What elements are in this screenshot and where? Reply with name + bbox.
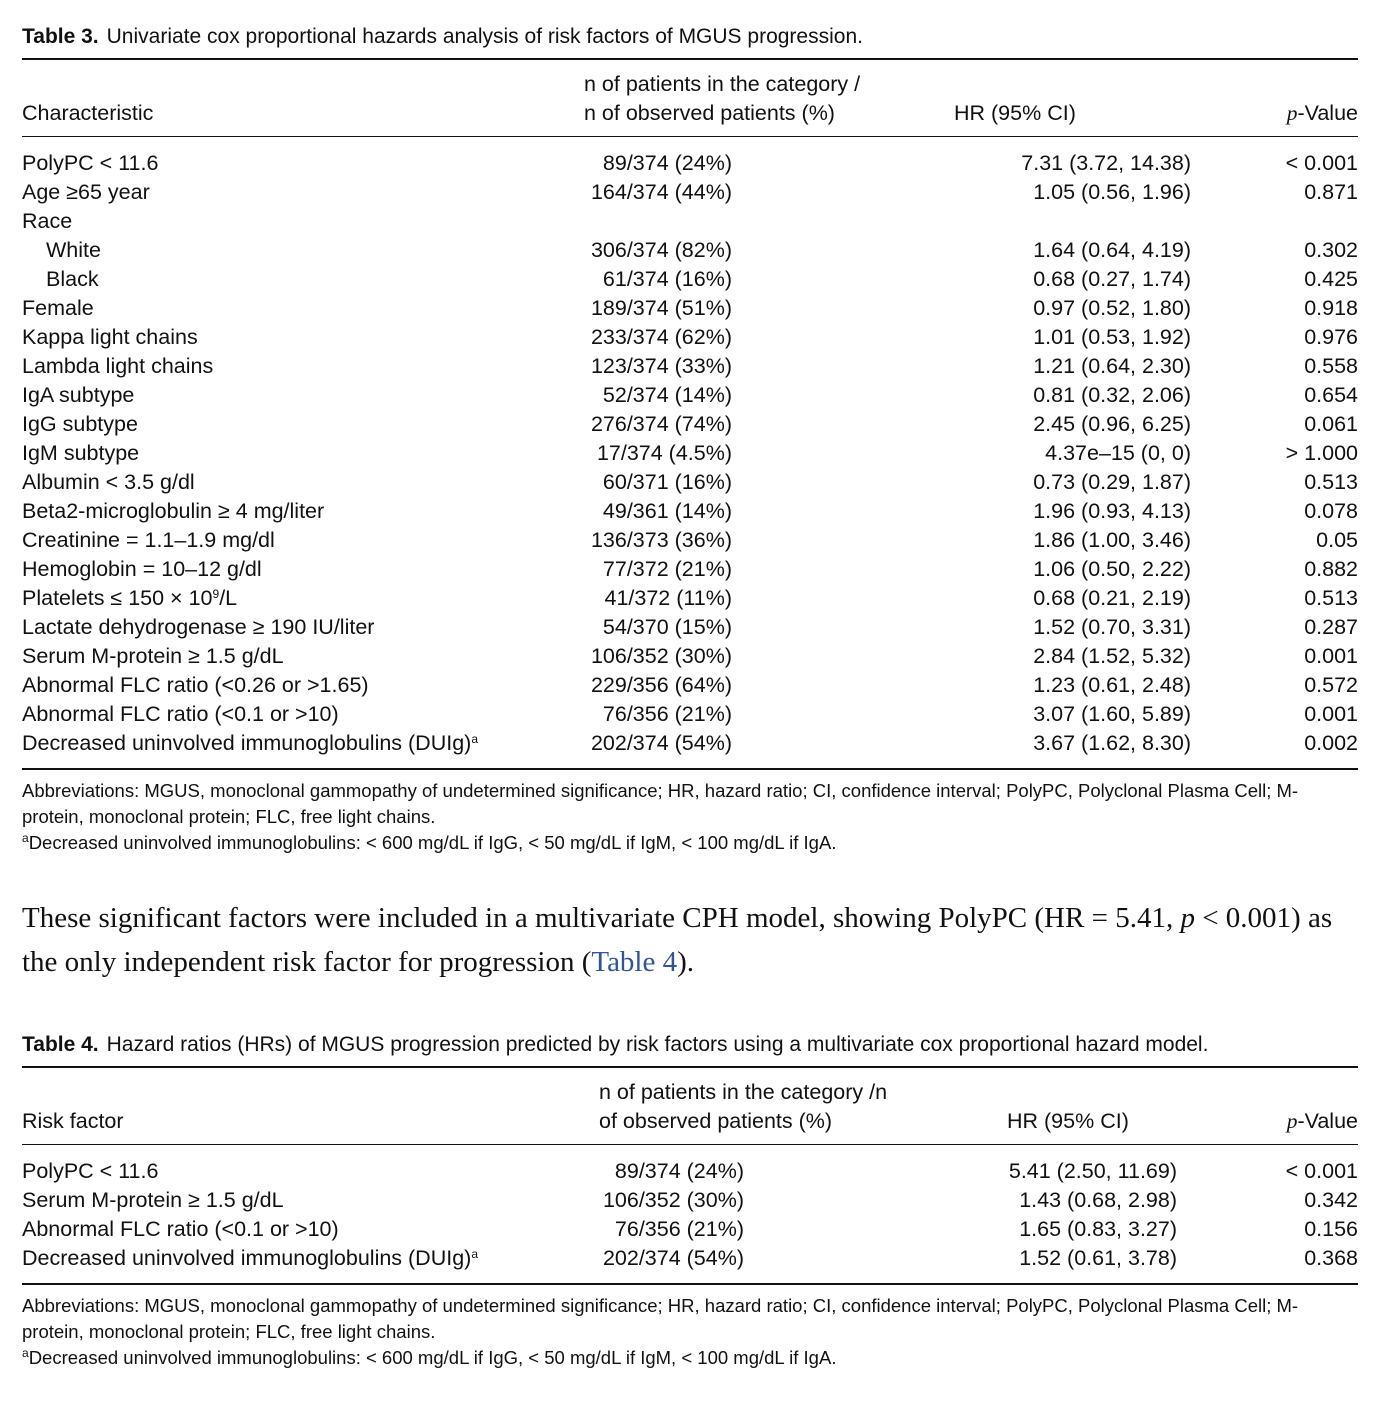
p-value: 0.425 <box>1304 267 1358 291</box>
footnote-a-text: Decreased uninvolved immunoglobulins: < 600 mg/dL if IgG, < 50 mg/dL if IgM, < 100 mg/dL if IgA. <box>28 1347 837 1368</box>
n-value: 17/374 (4.5%) <box>596 441 732 465</box>
n-value: 89/374 (24%) <box>602 151 732 175</box>
table3-cell-hr <box>954 207 1244 236</box>
row-label-superscript: 9 <box>212 587 220 601</box>
row-label: Female <box>22 296 94 320</box>
p-value: < 0.001 <box>1285 1159 1358 1183</box>
n-value: 229/356 (64%) <box>590 673 732 697</box>
table3-cell-hr <box>954 265 1244 294</box>
table3-cell-p <box>1244 381 1358 410</box>
table3-cell-p <box>1244 613 1358 642</box>
row-label: Platelets ≤ 150 × 10 <box>22 586 213 610</box>
table3-cell-label <box>22 137 584 179</box>
p-value: 0.871 <box>1304 180 1358 204</box>
table3-cell-hr <box>954 137 1244 179</box>
table3-cell-n <box>584 323 954 352</box>
table3-cell-hr <box>954 729 1244 769</box>
row-label-superscript: a <box>471 732 479 746</box>
n-value: 54/370 (15%) <box>602 615 732 639</box>
hr-value: 4.37e–15 (0, 0) <box>1045 441 1191 465</box>
row-label: Beta2-microglobulin ≥ 4 mg/liter <box>22 499 325 523</box>
table4-link[interactable]: Table 4 <box>591 946 678 978</box>
table3-header-n-line2: n of observed patients (%) <box>584 101 835 125</box>
table3-cell-label <box>22 439 584 468</box>
n-value: 49/361 (14%) <box>602 499 732 523</box>
table3-cell-p <box>1244 236 1358 265</box>
footnote-marker: a <box>22 1346 29 1360</box>
table3-cell-p <box>1244 207 1358 236</box>
row-label-superscript: a <box>471 1247 479 1261</box>
table3-header-characteristic: Characteristic <box>22 101 154 125</box>
p-value: 0.078 <box>1304 499 1358 523</box>
table3-caption <box>22 22 1358 52</box>
table3-header-n-line1: n of patients in the category / <box>584 72 861 96</box>
n-value: 164/374 (44%) <box>590 180 732 204</box>
table4-cell-p <box>1243 1244 1358 1284</box>
table3-cell-n <box>584 178 954 207</box>
table3-cell-label <box>22 584 584 613</box>
table3-cell-hr <box>954 468 1244 497</box>
table3-row <box>22 294 1358 323</box>
body-paragraph <box>22 896 1358 984</box>
table3-body <box>22 137 1358 770</box>
table3-cell-hr <box>954 613 1244 642</box>
p-value: 0.558 <box>1304 354 1358 378</box>
p-value: 0.061 <box>1304 412 1358 436</box>
table3-cell-hr <box>954 526 1244 555</box>
table3-cell-p <box>1244 642 1358 671</box>
table3-cell-p <box>1244 410 1358 439</box>
p-value: 0.976 <box>1304 325 1358 349</box>
hr-value: 1.43 (0.68, 2.98) <box>1019 1188 1177 1212</box>
row-label: Creatinine = 1.1–1.9 mg/dl <box>22 528 275 552</box>
table3-footnote-abbrev: Abbreviations: MGUS, monoclonal gammopathy of undetermined significance; HR, hazard ratio; CI, confidence interval; PolyPC, Polyclonal Plasma Cell; M-protein, monoclonal protein; FLC, free light chains. <box>22 780 1299 827</box>
n-value: 106/352 (30%) <box>590 644 732 668</box>
row-label: IgA subtype <box>22 383 135 407</box>
table4-cell-label <box>22 1244 599 1284</box>
table3-cell-label <box>22 526 584 555</box>
table4-row <box>22 1244 1358 1284</box>
table3-header-hr: HR (95% CI) <box>954 101 1076 125</box>
table3-footnote-a <box>22 830 1358 856</box>
table3-cell-p <box>1244 729 1358 769</box>
table4-caption <box>22 1030 1358 1060</box>
table4-label: Table 4. <box>22 1033 99 1056</box>
p-value: 0.002 <box>1304 731 1358 755</box>
n-value: 202/374 (54%) <box>602 1246 744 1270</box>
table3-cell-n <box>584 613 954 642</box>
table3-cell-label <box>22 555 584 584</box>
hr-value: 2.45 (0.96, 6.25) <box>1033 412 1191 436</box>
hr-value: 1.65 (0.83, 3.27) <box>1019 1217 1177 1241</box>
body-text-before: These significant factors were included in a multivariate CPH model, showing PolyPC (HR = 5.41, <box>22 902 1181 934</box>
table3-header-row <box>22 59 1358 137</box>
row-label: Black <box>46 267 99 291</box>
table4-row <box>22 1215 1358 1244</box>
table4-cell-n <box>599 1215 1007 1244</box>
table3-cell-p <box>1244 526 1358 555</box>
table3-cell-label <box>22 497 584 526</box>
table4-footnote-a <box>22 1345 1358 1371</box>
table3-cell-n <box>584 352 954 381</box>
table4-body <box>22 1145 1358 1285</box>
table3-row <box>22 410 1358 439</box>
table3-cell-label <box>22 178 584 207</box>
p-value: 0.513 <box>1304 586 1358 610</box>
table3-cell-hr <box>954 178 1244 207</box>
row-label: Decreased uninvolved immunoglobulins (DUIg) <box>22 731 472 755</box>
table3-cell-n <box>584 497 954 526</box>
table3-cell-n <box>584 584 954 613</box>
table3-cell-p <box>1244 700 1358 729</box>
table4-cell-n <box>599 1145 1007 1187</box>
p-value: 0.572 <box>1304 673 1358 697</box>
table3-cell-n <box>584 137 954 179</box>
table3-cell-label <box>22 381 584 410</box>
table3-row <box>22 497 1358 526</box>
table4-row <box>22 1186 1358 1215</box>
table3-cell-label <box>22 671 584 700</box>
hr-value: 3.67 (1.62, 8.30) <box>1033 731 1191 755</box>
table3 <box>22 58 1358 770</box>
table3-cell-label <box>22 642 584 671</box>
table3-header-p <box>1244 59 1358 137</box>
table3-cell-hr <box>954 439 1244 468</box>
table3-row <box>22 642 1358 671</box>
table4-cell-p <box>1243 1215 1358 1244</box>
table3-header-n <box>584 59 954 137</box>
table3-row <box>22 381 1358 410</box>
row-label: Hemoglobin = 10–12 g/dl <box>22 557 262 581</box>
table3-footnotes <box>22 778 1358 856</box>
table3-row <box>22 352 1358 381</box>
table3-cell-n <box>584 642 954 671</box>
table3-cell-p <box>1244 265 1358 294</box>
table4-cell-p <box>1243 1145 1358 1187</box>
table4-header-n <box>599 1067 1007 1145</box>
table3-cell-hr <box>954 381 1244 410</box>
table4-cell-hr <box>1007 1244 1243 1284</box>
table3-cell-hr <box>954 555 1244 584</box>
table3-cell-label <box>22 265 584 294</box>
hr-value: 2.84 (1.52, 5.32) <box>1033 644 1191 668</box>
p-italic: p <box>1286 1109 1298 1133</box>
table3-cell-label <box>22 294 584 323</box>
hr-value: 1.06 (0.50, 2.22) <box>1033 557 1191 581</box>
table3-cell-p <box>1244 555 1358 584</box>
table3-row <box>22 671 1358 700</box>
table4-cell-p <box>1243 1186 1358 1215</box>
hr-value: 1.21 (0.64, 2.30) <box>1033 354 1191 378</box>
table3-row <box>22 236 1358 265</box>
table3-cell-n <box>584 468 954 497</box>
n-value: 61/374 (16%) <box>602 267 732 291</box>
p-value: 0.001 <box>1304 644 1358 668</box>
table4-caption-text: Hazard ratios (HRs) of MGUS progression predicted by risk factors using a multivariate cox proportional hazard model. <box>106 1033 1209 1056</box>
table4-cell-label <box>22 1145 599 1187</box>
table4-header-p <box>1243 1067 1358 1145</box>
table4-header-risk-factor: Risk factor <box>22 1109 124 1133</box>
p-value: 0.001 <box>1304 702 1358 726</box>
table4-header-hr: HR (95% CI) <box>1007 1109 1129 1133</box>
table3-row <box>22 265 1358 294</box>
table3-row <box>22 700 1358 729</box>
row-label: PolyPC < 11.6 <box>22 1159 159 1183</box>
table3-row <box>22 555 1358 584</box>
hr-value: 0.73 (0.29, 1.87) <box>1033 470 1191 494</box>
table3-cell-hr <box>954 410 1244 439</box>
table3-cell-hr <box>954 294 1244 323</box>
table3-cell-p <box>1244 352 1358 381</box>
table3-row <box>22 613 1358 642</box>
n-value: 202/374 (54%) <box>590 731 732 755</box>
row-label: Abnormal FLC ratio (<0.1 or >10) <box>22 702 339 726</box>
table3-label: Table 3. <box>22 25 99 48</box>
hr-value: 7.31 (3.72, 14.38) <box>1021 151 1191 175</box>
table3-cell-n <box>584 555 954 584</box>
table3-cell-p <box>1244 294 1358 323</box>
table3-cell-p <box>1244 323 1358 352</box>
table4 <box>22 1066 1358 1285</box>
table4-cell-hr <box>1007 1145 1243 1187</box>
row-label: Serum M-protein ≥ 1.5 g/dL <box>22 644 284 668</box>
table3-cell-hr <box>954 497 1244 526</box>
table4-cell-hr <box>1007 1215 1243 1244</box>
table3-cell-p <box>1244 137 1358 179</box>
row-label: Abnormal FLC ratio (<0.26 or >1.65) <box>22 673 369 697</box>
table3-cell-label <box>22 468 584 497</box>
table3-cell-n <box>584 671 954 700</box>
table3-cell-p <box>1244 439 1358 468</box>
hr-value: 5.41 (2.50, 11.69) <box>1008 1159 1177 1183</box>
table3-row <box>22 207 1358 236</box>
table3-cell-hr <box>954 323 1244 352</box>
table3-cell-p <box>1244 178 1358 207</box>
table4-footnote-abbrev: Abbreviations: MGUS, monoclonal gammopathy of undetermined significance; HR, hazard ratio; CI, confidence interval; PolyPC, Polyclonal Plasma Cell; M-protein, monoclonal protein; FLC, free light chains. <box>22 1295 1299 1342</box>
table4-cell-n <box>599 1186 1007 1215</box>
body-text-mid: < 0.001) as the only independent risk factor for progression ( <box>22 902 1333 978</box>
n-value: 189/374 (51%) <box>590 296 732 320</box>
p-value: > 1.000 <box>1285 441 1358 465</box>
hr-value: 1.01 (0.53, 1.92) <box>1033 325 1191 349</box>
table3-cell-hr <box>954 236 1244 265</box>
row-label: Kappa light chains <box>22 325 198 349</box>
table3-row <box>22 439 1358 468</box>
table3-row <box>22 526 1358 555</box>
row-label: Albumin < 3.5 g/dl <box>22 470 195 494</box>
table3-cell-label <box>22 729 584 769</box>
table3-cell-p <box>1244 468 1358 497</box>
table3-row <box>22 584 1358 613</box>
n-value: 233/374 (62%) <box>590 325 732 349</box>
n-value: 41/372 (11%) <box>604 586 732 610</box>
table3-cell-label <box>22 613 584 642</box>
table3-cell-label <box>22 700 584 729</box>
table4-cell-label <box>22 1186 599 1215</box>
row-label: IgG subtype <box>22 412 138 436</box>
row-label: Decreased uninvolved immunoglobulins (DUIg) <box>22 1246 472 1270</box>
p-value: 0.654 <box>1304 383 1358 407</box>
table3-cell-hr <box>954 642 1244 671</box>
table3-cell-hr <box>954 671 1244 700</box>
table4-cell-n <box>599 1244 1007 1284</box>
table3-row <box>22 178 1358 207</box>
hr-value: 1.52 (0.61, 3.78) <box>1019 1246 1177 1270</box>
table4-cell-label <box>22 1215 599 1244</box>
p-rest: -Value <box>1297 101 1358 125</box>
hr-value: 0.68 (0.21, 2.19) <box>1033 586 1191 610</box>
footnote-marker: a <box>22 831 29 845</box>
hr-value: 1.23 (0.61, 2.48) <box>1033 673 1191 697</box>
table3-cell-hr <box>954 352 1244 381</box>
n-value: 306/374 (82%) <box>590 238 732 262</box>
table3-cell-n <box>584 729 954 769</box>
table4-header-row <box>22 1067 1358 1145</box>
table3-cell-n <box>584 207 954 236</box>
p-italic: p <box>1286 101 1298 125</box>
table4-cell-hr <box>1007 1186 1243 1215</box>
table3-cell-n <box>584 265 954 294</box>
row-label: Age ≥65 year <box>22 180 150 204</box>
table3-cell-n <box>584 236 954 265</box>
hr-value: 0.68 (0.27, 1.74) <box>1033 267 1191 291</box>
table3-row <box>22 729 1358 769</box>
table3-cell-p <box>1244 671 1358 700</box>
table3-cell-n <box>584 700 954 729</box>
row-label: Race <box>22 209 73 233</box>
article-page <box>22 22 1358 1371</box>
p-value: 0.287 <box>1304 615 1358 639</box>
n-value: 77/372 (21%) <box>602 557 732 581</box>
body-text-after: ). <box>677 946 695 978</box>
hr-value: 1.64 (0.64, 4.19) <box>1033 238 1191 262</box>
table4-row <box>22 1145 1358 1187</box>
hr-value: 1.96 (0.93, 4.13) <box>1033 499 1191 523</box>
table3-cell-label <box>22 352 584 381</box>
n-value: 106/352 (30%) <box>602 1188 744 1212</box>
p-value: 0.882 <box>1304 557 1358 581</box>
row-label: Serum M-protein ≥ 1.5 g/dL <box>22 1188 284 1212</box>
row-label-suffix: /L <box>219 586 238 610</box>
p-rest: -Value <box>1297 1109 1358 1133</box>
table3-cell-p <box>1244 497 1358 526</box>
p-value: 0.918 <box>1304 296 1358 320</box>
table3-cell-n <box>584 410 954 439</box>
table4-footnotes <box>22 1293 1358 1371</box>
n-value: 89/374 (24%) <box>614 1159 744 1183</box>
hr-value: 3.07 (1.60, 5.89) <box>1033 702 1191 726</box>
table3-cell-n <box>584 439 954 468</box>
table4-header-n-line2: of observed patients (%) <box>599 1109 833 1133</box>
table3-cell-label <box>22 207 584 236</box>
n-value: 76/356 (21%) <box>614 1217 744 1241</box>
table3-cell-n <box>584 526 954 555</box>
table3-cell-hr <box>954 584 1244 613</box>
row-label: PolyPC < 11.6 <box>22 151 159 175</box>
table3-cell-p <box>1244 584 1358 613</box>
table3-cell-n <box>584 381 954 410</box>
table3-cell-label <box>22 323 584 352</box>
n-value: 136/373 (36%) <box>590 528 732 552</box>
footnote-a-text: Decreased uninvolved immunoglobulins: < 600 mg/dL if IgG, < 50 mg/dL if IgM, < 100 mg/dL if IgA. <box>28 832 837 853</box>
n-value: 60/371 (16%) <box>602 470 732 494</box>
table3-cell-n <box>584 294 954 323</box>
p-value: 0.342 <box>1304 1188 1358 1212</box>
table3-cell-hr <box>954 700 1244 729</box>
hr-value: 1.05 (0.56, 1.96) <box>1033 180 1191 204</box>
table3-row <box>22 137 1358 179</box>
p-value: 0.156 <box>1304 1217 1358 1241</box>
table3-cell-label <box>22 410 584 439</box>
n-value: 123/374 (33%) <box>590 354 732 378</box>
n-value: 76/356 (21%) <box>602 702 732 726</box>
row-label: Lambda light chains <box>22 354 214 378</box>
hr-value: 0.81 (0.32, 2.06) <box>1033 383 1191 407</box>
table3-caption-text: Univariate cox proportional hazards analysis of risk factors of MGUS progression. <box>106 25 863 48</box>
table4-header-n-line1: n of patients in the category /n <box>599 1080 888 1104</box>
p-value: 0.513 <box>1304 470 1358 494</box>
p-value: 0.05 <box>1316 528 1358 552</box>
table3-row <box>22 468 1358 497</box>
table3-cell-label <box>22 236 584 265</box>
p-value: 0.302 <box>1304 238 1358 262</box>
body-p-italic: p <box>1180 902 1195 934</box>
table3-row <box>22 323 1358 352</box>
row-label: White <box>46 238 101 262</box>
hr-value: 1.86 (1.00, 3.46) <box>1033 528 1191 552</box>
p-value: 0.368 <box>1304 1246 1358 1270</box>
row-label: IgM subtype <box>22 441 140 465</box>
row-label: Abnormal FLC ratio (<0.1 or >10) <box>22 1217 339 1241</box>
hr-value: 1.52 (0.70, 3.31) <box>1033 615 1191 639</box>
row-label: Lactate dehydrogenase ≥ 190 IU/liter <box>22 615 375 639</box>
hr-value: 0.97 (0.52, 1.80) <box>1033 296 1191 320</box>
p-value: < 0.001 <box>1285 151 1358 175</box>
n-value: 276/374 (74%) <box>590 412 732 436</box>
n-value: 52/374 (14%) <box>602 383 732 407</box>
